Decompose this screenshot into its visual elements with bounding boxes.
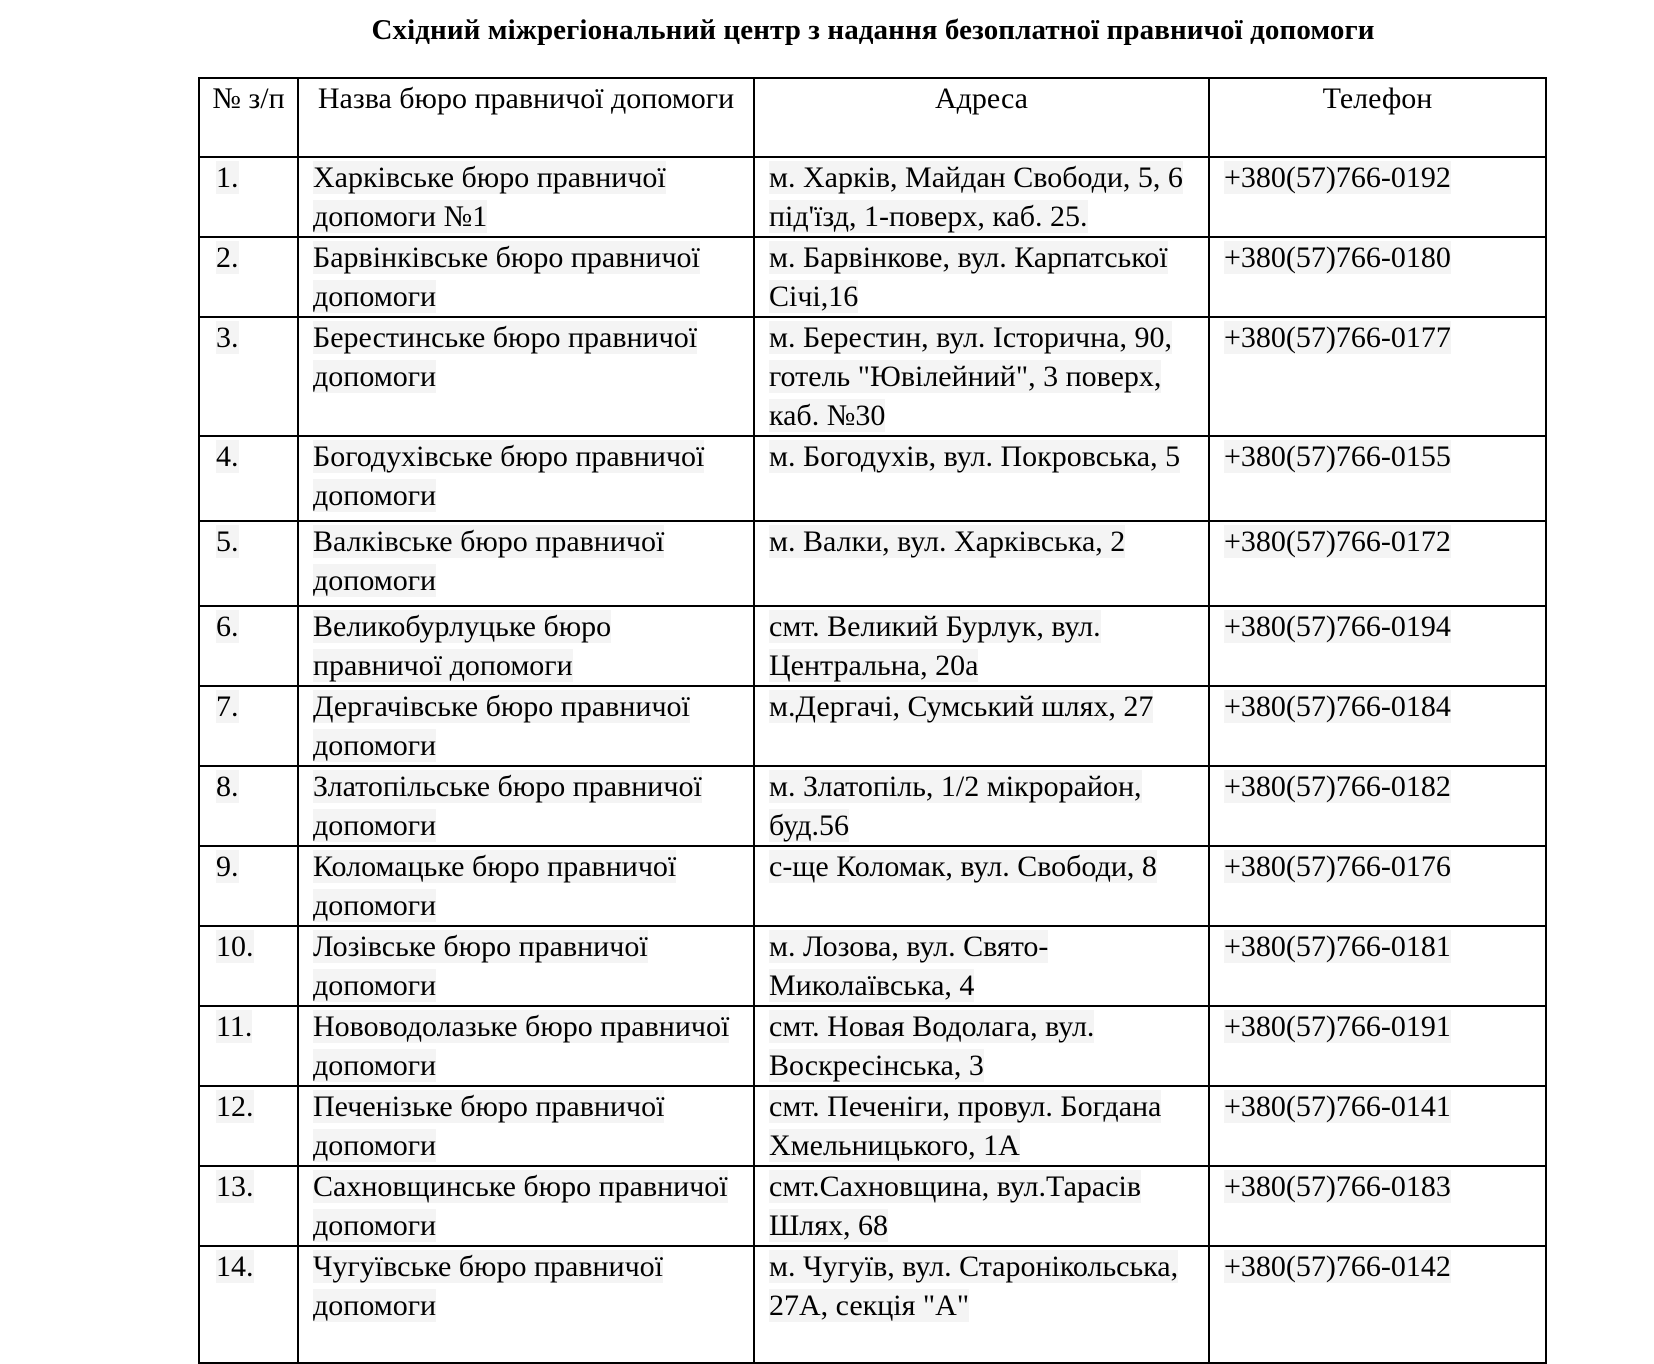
cell-address-text: смт. Печеніги, провул. Богдана Хмельницького, 1А [769,1090,1162,1162]
cell-name-text: Валківське бюро правничої допомоги [313,525,665,597]
cell-address [754,686,1209,766]
cell-phone [1209,157,1546,237]
cell-address-text: м. Барвінкове, вул. Карпатської Січі,16 [769,241,1168,313]
cell-num [199,846,298,926]
cell-phone-text: +380(57)766-0172 [1224,525,1451,558]
cell-address [754,436,1209,521]
table-row [199,846,1546,926]
cell-num [199,436,298,521]
cell-address [754,317,1209,436]
cell-name [298,846,754,926]
cell-name-text: Коломацьке бюро правничої допомоги [313,850,677,922]
cell-address [754,846,1209,926]
table-row [199,1086,1546,1166]
cell-address-text: с-ще Коломак, вул. Свободи, 8 [769,850,1157,883]
table-row [199,926,1546,1006]
cell-name [298,1006,754,1086]
cell-num [199,766,298,846]
cell-num-text: 10. [216,930,254,963]
cell-address-text: м. Харків, Майдан Свободи, 5, 6 під'їзд, 1-поверх, каб. 25. [769,161,1183,233]
cell-num-text: 14. [216,1250,254,1283]
table-row [199,1006,1546,1086]
cell-num-text: 5. [216,525,239,558]
cell-name-text: Печенізьке бюро правничої допомоги [313,1090,665,1162]
cell-num [199,1166,298,1246]
cell-address [754,1086,1209,1166]
table-row [199,766,1546,846]
table-row [199,317,1546,436]
cell-name [298,521,754,606]
cell-name-text: Чугуївське бюро правничої допомоги [313,1250,664,1322]
cell-address-text: м. Богодухів, вул. Покровська, 5 [769,440,1181,473]
cell-name-text: Сахновщинське бюро правничої допомоги [313,1170,728,1242]
cell-address-text: смт.Сахновщина, вул.Тарасів Шлях, 68 [769,1170,1142,1242]
cell-num-text: 8. [216,770,239,803]
cell-address-text: м.Дергачі, Сумський шлях, 27 [769,690,1154,723]
cell-phone [1209,846,1546,926]
cell-name-text: Барвінківське бюро правничої допомоги [313,241,700,313]
cell-phone [1209,521,1546,606]
cell-num [199,317,298,436]
header-num: № з/п [199,78,298,157]
cell-phone-text: +380(57)766-0142 [1224,1250,1451,1283]
cell-phone [1209,317,1546,436]
cell-address-text: смт. Новая Водолага, вул. Воскресінська, 3 [769,1010,1095,1082]
cell-num-text: 11. [216,1010,253,1043]
cell-phone-text: +380(57)766-0177 [1224,321,1451,354]
cell-phone [1209,237,1546,317]
cell-phone [1209,436,1546,521]
cell-name [298,317,754,436]
page-title: Східний міжрегіональний центр з надання безоплатної правничої допомоги [371,14,1375,46]
cell-name [298,1166,754,1246]
cell-phone-text: +380(57)766-0184 [1224,690,1451,723]
table-row [199,157,1546,237]
cell-name-text: Великобурлуцьке бюро правничої допомоги [313,610,612,682]
cell-address-text: м. Златопіль, 1/2 мікрорайон, буд.56 [769,770,1142,842]
cell-name-text: Златопільське бюро правничої допомоги [313,770,702,842]
cell-address [754,1166,1209,1246]
table-header-row [199,78,1546,157]
cell-num [199,926,298,1006]
cell-phone-text: +380(57)766-0192 [1224,161,1451,194]
cell-phone [1209,926,1546,1006]
cell-phone [1209,766,1546,846]
cell-name [298,686,754,766]
cell-name-text: Дергачівське бюро правничої допомоги [313,690,690,762]
cell-name [298,606,754,686]
cell-phone-text: +380(57)766-0155 [1224,440,1451,473]
table-row [199,1166,1546,1246]
cell-address [754,157,1209,237]
cell-address-text: м. Валки, вул. Харківська, 2 [769,525,1126,558]
cell-name [298,157,754,237]
cell-phone-text: +380(57)766-0194 [1224,610,1451,643]
cell-name [298,436,754,521]
cell-phone-text: +380(57)766-0141 [1224,1090,1451,1123]
cell-num-text: 6. [216,610,239,643]
cell-num [199,237,298,317]
table-row [199,606,1546,686]
cell-phone [1209,606,1546,686]
cell-name-text: Нововодолазьке бюро правничої допомоги [313,1010,730,1082]
cell-phone [1209,1166,1546,1246]
cell-num-text: 13. [216,1170,254,1203]
table-row [199,436,1546,521]
cell-num [199,1006,298,1086]
cell-name [298,766,754,846]
cell-num [199,521,298,606]
cell-phone [1209,1006,1546,1086]
cell-phone-text: +380(57)766-0181 [1224,930,1451,963]
header-address: Адреса [754,78,1209,157]
cell-num [199,606,298,686]
cell-num-text: 4. [216,440,239,473]
cell-num-text: 3. [216,321,239,354]
cell-address [754,766,1209,846]
cell-name [298,237,754,317]
cell-address [754,521,1209,606]
cell-phone [1209,1246,1546,1363]
cell-address [754,606,1209,686]
cell-name [298,926,754,1006]
cell-name [298,1086,754,1166]
cell-phone [1209,1086,1546,1166]
cell-address [754,237,1209,317]
cell-address-text: м. Чугуїв, вул. Старонікольська, 27А, секція "А" [769,1250,1179,1322]
table-row [199,521,1546,606]
cell-num-text: 1. [216,161,239,194]
cell-phone-text: +380(57)766-0191 [1224,1010,1451,1043]
cell-phone-text: +380(57)766-0182 [1224,770,1451,803]
cell-num-text: 7. [216,690,239,723]
table-row [199,237,1546,317]
cell-name-text: Лозівське бюро правничої допомоги [313,930,648,1002]
cell-num [199,1246,298,1363]
header-phone: Телефон [1209,78,1546,157]
cell-phone [1209,686,1546,766]
table-row [199,1246,1546,1363]
cell-address [754,1006,1209,1086]
cell-phone-text: +380(57)766-0176 [1224,850,1451,883]
cell-phone-text: +380(57)766-0180 [1224,241,1451,274]
cell-name [298,1246,754,1363]
cell-num [199,1086,298,1166]
cell-address-text: м. Берестин, вул. Історична, 90, готель "Ювілейний", 3 поверх, каб. №30 [769,321,1172,432]
cell-address-text: смт. Великий Бурлук, вул. Центральна, 20а [769,610,1101,682]
cell-phone-text: +380(57)766-0183 [1224,1170,1451,1203]
cell-num-text: 12. [216,1090,254,1123]
cell-name-text: Харківське бюро правничої допомоги №1 [313,161,666,233]
cell-name-text: Богодухівське бюро правничої допомоги [313,440,705,512]
cell-num [199,157,298,237]
cell-address [754,926,1209,1006]
cell-address [754,1246,1209,1363]
cell-name-text: Берестинське бюро правничої допомоги [313,321,698,393]
cell-num-text: 2. [216,241,239,274]
cell-num-text: 9. [216,850,239,883]
bureau-table [198,77,1547,1364]
table-row [199,686,1546,766]
cell-num [199,686,298,766]
header-name: Назва бюро правничої допомоги [298,78,754,157]
cell-address-text: м. Лозова, вул. Свято-Миколаївська, 4 [769,930,1049,1002]
